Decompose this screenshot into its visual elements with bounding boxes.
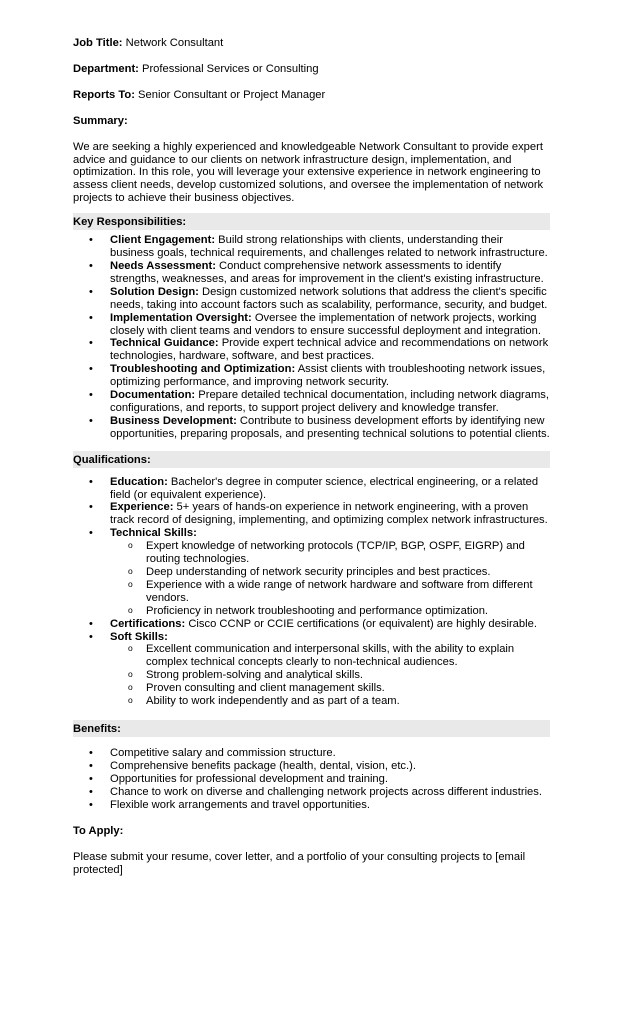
job-title-line xyxy=(73,37,550,50)
list-item xyxy=(73,260,550,286)
list-item xyxy=(73,415,550,441)
sub-list-item: o Strong problem-solving and analytical skills. xyxy=(110,669,550,682)
item-term: Business Development: xyxy=(110,414,237,427)
soft-skills-sublist xyxy=(110,643,550,708)
reports-to-value: Senior Consultant or Project Manager xyxy=(134,88,326,101)
item-text: Conduct comprehensive network assessments to identify strengths, weaknesses, and areas for improvement in the client's existing infrastructure. xyxy=(110,259,544,285)
department-value: Professional Services or Consulting xyxy=(138,62,319,75)
reports-to-line xyxy=(73,89,550,102)
item-term: Solution Design: xyxy=(110,285,199,298)
department-label: Department: xyxy=(73,62,139,75)
item-text: Contribute to business development efforts by identifying new opportunities, preparing proposals, and presenting technical solutions to potential clients. xyxy=(110,414,550,440)
item-term: Troubleshooting and Optimization: xyxy=(110,363,296,376)
responsibilities-heading: Key Responsibilities: xyxy=(73,213,550,230)
list-item xyxy=(73,527,550,617)
item-text: 5+ years of hands-on experience in network engineering, with a proven track record of designing, implementing, and optimizing complex network infrastructures. xyxy=(110,501,548,527)
summary-heading: Summary: xyxy=(73,114,128,127)
list-item: • Flexible work arrangements and travel opportunities. xyxy=(73,799,550,812)
department-line xyxy=(73,63,550,76)
item-term: Experience: xyxy=(110,501,174,514)
job-title-label: Job Title: xyxy=(73,37,123,49)
sub-list-item: o Ability to work independently and as part of a team. xyxy=(110,695,550,708)
list-item xyxy=(73,476,550,502)
list-item: • Opportunities for professional development and training. xyxy=(73,773,550,786)
list-item xyxy=(73,631,550,708)
item-term: Education: xyxy=(110,475,168,488)
job-title-value: Network Consultant xyxy=(122,37,224,49)
list-item: • Competitive salary and commission structure. xyxy=(73,747,550,760)
sub-list-item: o Deep understanding of network security principles and best practices. xyxy=(110,566,550,579)
sub-list-item: o Proficiency in network troubleshooting and performance optimization. xyxy=(110,605,550,618)
sub-list-item: o Experience with a wide range of network hardware and software from different vendors. xyxy=(110,579,550,605)
list-item xyxy=(73,389,550,415)
item-term: Certifications: xyxy=(110,617,186,630)
list-item xyxy=(73,286,550,312)
qualifications-list xyxy=(73,476,550,708)
item-text: Build strong relationships with clients, understanding their business goals, technical requirements, and challenges related to network infrastructure. xyxy=(110,234,548,260)
item-term: Technical Skills: xyxy=(110,527,197,540)
item-text: Cisco CCNP or CCIE certifications (or equivalent) are highly desirable. xyxy=(185,617,537,630)
sub-list-item: o Expert knowledge of networking protocols (TCP/IP, BGP, OSPF, EIGRP) and routing technologies. xyxy=(110,540,550,566)
list-item: • Chance to work on diverse and challenging network projects across different industries. xyxy=(73,786,550,799)
responsibilities-list xyxy=(73,234,550,441)
item-term: Needs Assessment: xyxy=(110,259,216,272)
item-text: Bachelor's degree in computer science, electrical engineering, or a related field (or equivalent experience). xyxy=(110,475,539,501)
item-term: Client Engagement: xyxy=(110,234,216,247)
benefits-heading: Benefits: xyxy=(73,720,550,737)
summary-text: We are seeking a highly experienced and knowledgeable Network Consultant to provide expert advice and guidance to our clients on network infrastructure design, implementation, and optimization. In this role, you will leverage your extensive experience in network engineering to assess client needs, develop customized solutions, and oversee the implementation of network projects to achieve their business objectives. xyxy=(73,140,544,205)
list-item xyxy=(73,337,550,363)
item-text: Provide expert technical advice and recommendations on network technologies, hardware, software, and best practices. xyxy=(110,337,549,363)
technical-skills-sublist xyxy=(110,540,550,617)
item-term: Documentation: xyxy=(110,389,196,402)
list-item: • Comprehensive benefits package (health, dental, vision, etc.). xyxy=(73,760,550,773)
list-item xyxy=(73,618,550,631)
list-item xyxy=(73,234,550,260)
item-term: Soft Skills: xyxy=(110,630,168,643)
item-text: Assist clients with troubleshooting network issues, optimizing performance, and improving network security. xyxy=(110,363,546,389)
item-text: Oversee the implementation of network projects, working closely with client teams and vendors to ensure successful deployment and integration. xyxy=(110,311,541,337)
item-term: Technical Guidance: xyxy=(110,337,219,350)
sub-list-item: o Excellent communication and interpersonal skills, with the ability to explain complex technical concepts clearly to non-technical audiences. xyxy=(110,643,550,669)
reports-to-label: Reports To: xyxy=(73,88,135,101)
apply-text: Please submit your resume, cover letter, and a portfolio of your consulting projects to [email protected] xyxy=(73,851,526,877)
apply-heading: To Apply: xyxy=(73,824,124,837)
item-term: Implementation Oversight: xyxy=(110,311,252,324)
list-item xyxy=(73,312,550,338)
item-text: Design customized network solutions that address the client's specific needs, taking into account factors such as scalability, performance, security, and budget. xyxy=(110,285,548,311)
qualifications-heading: Qualifications: xyxy=(73,451,550,468)
benefits-list xyxy=(73,747,550,812)
list-item xyxy=(73,363,550,389)
list-item xyxy=(73,501,550,527)
item-text: Prepare detailed technical documentation, including network diagrams, configurations, and reports, to support project delivery and knowledge transfer. xyxy=(110,389,550,414)
sub-list-item: o Proven consulting and client management skills. xyxy=(110,682,550,695)
